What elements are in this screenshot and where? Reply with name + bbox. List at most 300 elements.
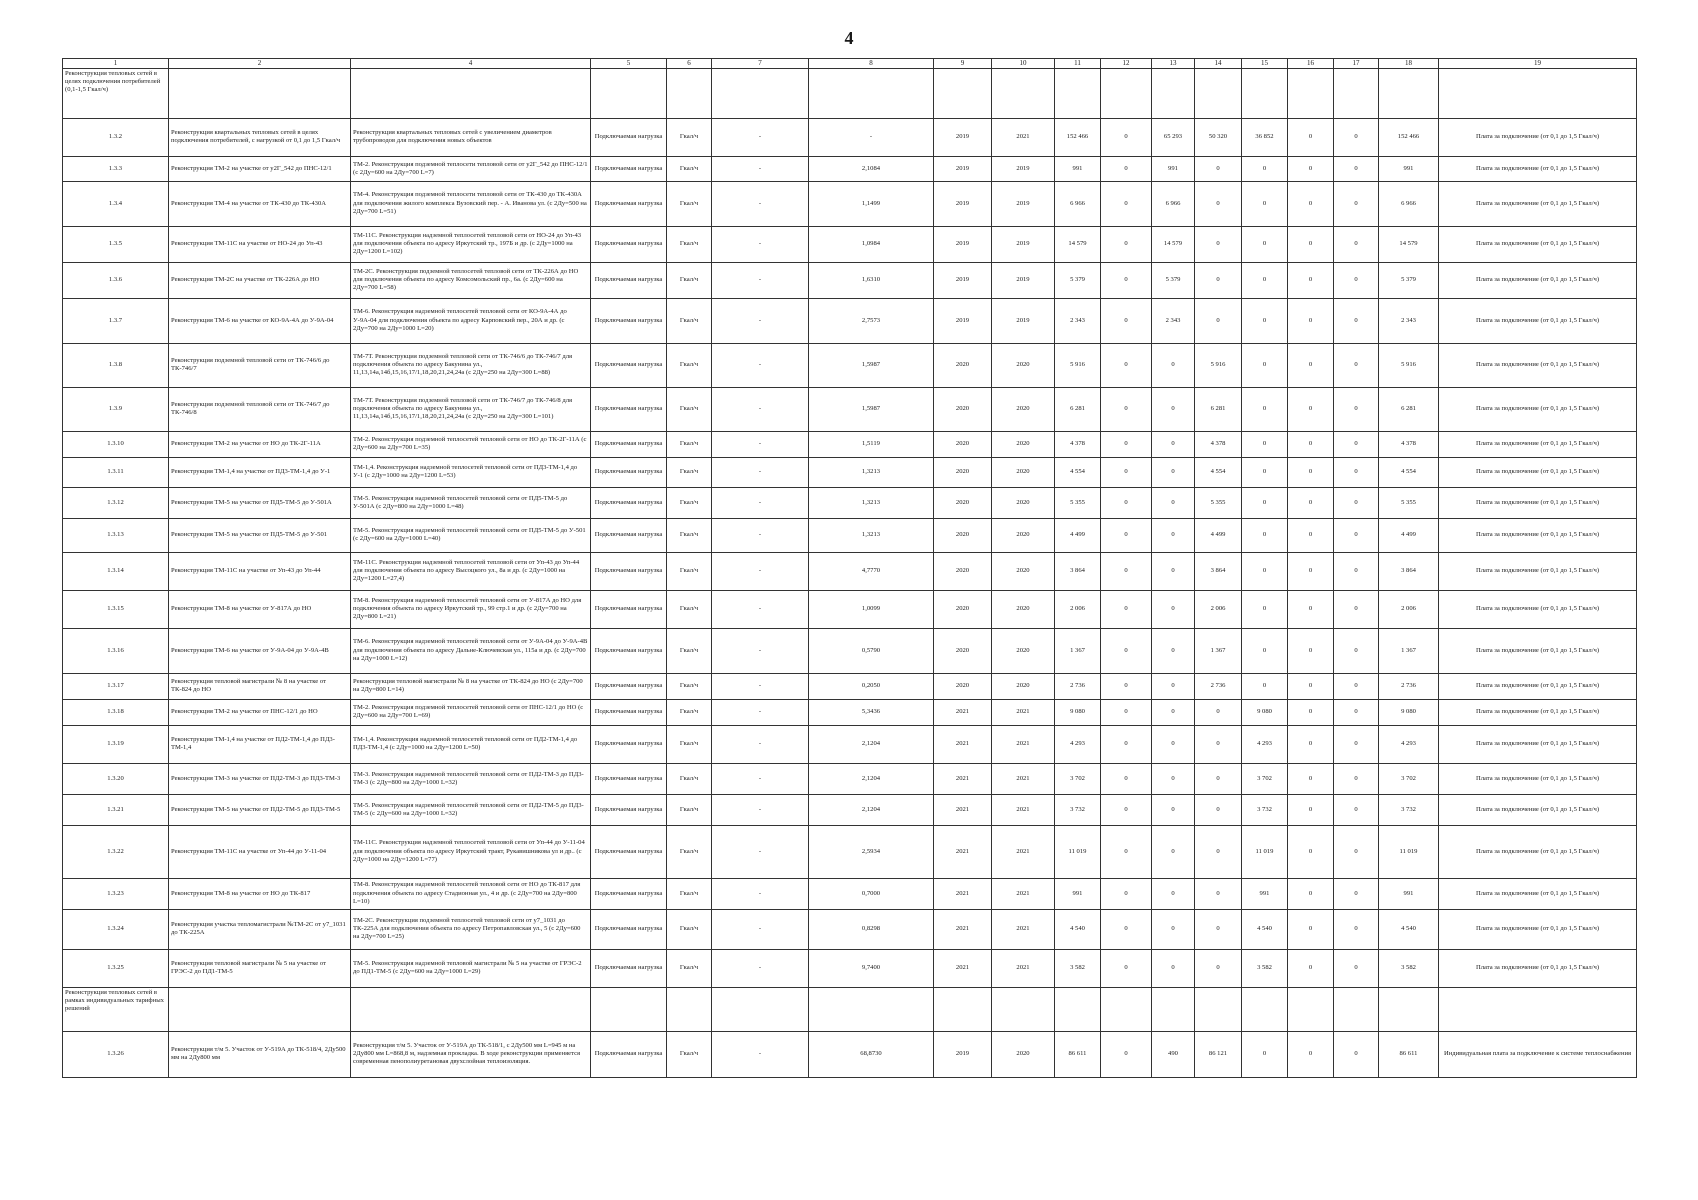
table-row [63,825,1637,878]
indicator-type: Подключаемая нагрузка [591,262,667,298]
funding-source: Индивидуальная плата за подключение к системе теплоснабжения [1439,1031,1637,1077]
funding-source: Плата за подключение (от 0,1 до 1,5 Гкал/ч) [1439,487,1637,518]
table-row [63,181,1637,226]
table-row [63,431,1637,457]
unit: Гкал/ч [667,387,712,431]
cell-12: 0 [1101,673,1152,699]
cost-2021: 0 [1242,1031,1288,1077]
indicator-type: Подключаемая нагрузка [591,181,667,226]
cell-16: 0 [1288,699,1334,725]
cell-12: 0 [1101,387,1152,431]
cost-2019: 0 [1152,794,1195,825]
row-number: 1.3.20 [63,763,169,794]
funding-source: Плата за подключение (от 0,1 до 1,5 Гкал/ч) [1439,518,1637,552]
total-cost: 14 579 [1055,226,1101,262]
start-year: 2020 [934,552,992,590]
column-number: 13 [1152,59,1195,69]
cell-7: - [712,262,809,298]
page-number: 4 [844,28,854,48]
project-name: Реконструкция т/м 5. Участок от У-519А до ТК-518/4, 2Ду500 мм на 2Ду800 мм [169,1031,351,1077]
row-number: 1.3.21 [63,794,169,825]
table-row [63,794,1637,825]
cost-2020: 4 499 [1195,518,1242,552]
cell-12: 0 [1101,909,1152,949]
table-row [63,725,1637,763]
empty-cell [1195,987,1242,1031]
cell-17: 0 [1334,699,1379,725]
project-name: Реконструкция ТМ-11С на участке от НО-24 до Уп-43 [169,226,351,262]
cost-total: 2 343 [1379,298,1439,343]
cost-total: 2 736 [1379,673,1439,699]
empty-cell [1195,68,1242,118]
cell-7: - [712,628,809,673]
cell-7: - [712,518,809,552]
cost-total: 3 702 [1379,763,1439,794]
cost-2021: 0 [1242,673,1288,699]
cost-2021: 0 [1242,552,1288,590]
cost-2021: 0 [1242,487,1288,518]
project-name: Реконструкция ТМ-2 на участке от ПНС-12/1 до НО [169,699,351,725]
row-number: 1.3.7 [63,298,169,343]
unit: Гкал/ч [667,457,712,487]
indicator-type: Подключаемая нагрузка [591,118,667,156]
cell-7: - [712,298,809,343]
capacity-value: 1,3213 [809,487,934,518]
empty-cell [992,68,1055,118]
capacity-value: 68,8730 [809,1031,934,1077]
empty-cell [1334,68,1379,118]
indicator-type: Подключаемая нагрузка [591,457,667,487]
cell-17: 0 [1334,878,1379,909]
cost-2020: 0 [1195,825,1242,878]
funding-source: Плата за подключение (от 0,1 до 1,5 Гкал/ч) [1439,226,1637,262]
empty-cell [1055,68,1101,118]
cost-total: 5 916 [1379,343,1439,387]
column-number: 14 [1195,59,1242,69]
row-number: 1.3.5 [63,226,169,262]
indicator-type: Подключаемая нагрузка [591,487,667,518]
row-number: 1.3.25 [63,949,169,987]
unit: Гкал/ч [667,699,712,725]
total-cost: 2 006 [1055,590,1101,628]
cell-12: 0 [1101,825,1152,878]
project-name: Реконструкция ТМ-5 на участке от ПД5-ТМ-5 до У-501А [169,487,351,518]
project-description: ТМ-1,4. Реконструкция надземной теплосетей тепловой сети от ПД3-ТМ-1,4 до У-1 (с 2Ду=1000 на 2Ду=1200 L=53) [351,457,591,487]
funding-source: Плата за подключение (от 0,1 до 1,5 Гкал/ч) [1439,181,1637,226]
cell-12: 0 [1101,628,1152,673]
cell-16: 0 [1288,590,1334,628]
empty-cell [1101,987,1152,1031]
cost-2021: 0 [1242,262,1288,298]
project-description: ТМ-5. Реконструкция надземной теплосетей тепловой сети от ПД5-ТМ-5 до У-501 (с 2Ду=600 на 2Ду=1000 L=40) [351,518,591,552]
row-number: 1.3.8 [63,343,169,387]
row-number: 1.3.17 [63,673,169,699]
project-description: ТМ-7Т. Реконструкция подземной тепловой сети от ТК-746/6 до ТК-746/7 для подключения объекта по адресу Бакунина ул., 11,13,14а,14б,15,16,17/1,18,20,21,24,24а (с 2Ду=250 на 2Ду=300 L=88) [351,343,591,387]
project-description: ТМ-2. Реконструкция подземной теплосети тепловой сети от у2Г_542 до ПНС-12/1 (с 2Ду=600 на 2Ду=700 L=7) [351,156,591,181]
cost-total: 3 582 [1379,949,1439,987]
cost-2019: 0 [1152,552,1195,590]
cost-2020: 0 [1195,262,1242,298]
empty-cell [712,987,809,1031]
cell-12: 0 [1101,118,1152,156]
row-number: 1.3.9 [63,387,169,431]
cell-17: 0 [1334,431,1379,457]
cost-2020: 0 [1195,794,1242,825]
unit: Гкал/ч [667,1031,712,1077]
project-name: Реконструкция ТМ-3 на участке от ПД2-ТМ-3 до ПД3-ТМ-3 [169,763,351,794]
empty-cell [591,68,667,118]
end-year: 2020 [992,487,1055,518]
total-cost: 2 736 [1055,673,1101,699]
cost-2019: 5 379 [1152,262,1195,298]
table-row [63,763,1637,794]
cell-12: 0 [1101,262,1152,298]
indicator-type: Подключаемая нагрузка [591,763,667,794]
table-row [63,262,1637,298]
cell-16: 0 [1288,298,1334,343]
cost-2019: 0 [1152,725,1195,763]
start-year: 2020 [934,487,992,518]
end-year: 2019 [992,262,1055,298]
indicator-type: Подключаемая нагрузка [591,387,667,431]
section-header-row [63,987,1637,1031]
cost-2021: 4 293 [1242,725,1288,763]
cell-17: 0 [1334,794,1379,825]
cost-total: 9 080 [1379,699,1439,725]
capacity-value: 1,0099 [809,590,934,628]
start-year: 2021 [934,763,992,794]
indicator-type: Подключаемая нагрузка [591,673,667,699]
end-year: 2019 [992,298,1055,343]
cell-12: 0 [1101,181,1152,226]
end-year: 2020 [992,1031,1055,1077]
project-description: ТМ-3. Реконструкция надземной теплосетей тепловой сети от ПД2-ТМ-3 до ПД3-ТМ-3 (с 2Ду=800 на 2Ду=1000 L=32) [351,763,591,794]
indicator-type: Подключаемая нагрузка [591,909,667,949]
capacity-value: 1,5119 [809,431,934,457]
column-number: 7 [712,59,809,69]
start-year: 2021 [934,949,992,987]
project-description: ТМ-5. Реконструкция надземной теплосетей тепловой сети от ПД5-ТМ-5 до У-501А (с 2Ду=800 на 2Ду=1000 L=48) [351,487,591,518]
empty-cell [992,987,1055,1031]
project-name: Реконструкция ТМ-1,4 на участке от ПД3-ТМ-1,4 до У-1 [169,457,351,487]
row-number: 1.3.2 [63,118,169,156]
end-year: 2021 [992,763,1055,794]
funding-source: Плата за подключение (от 0,1 до 1,5 Гкал/ч) [1439,725,1637,763]
cost-2021: 11 019 [1242,825,1288,878]
cost-2021: 3 582 [1242,949,1288,987]
cell-12: 0 [1101,552,1152,590]
capacity-value: 4,7770 [809,552,934,590]
cost-2020: 0 [1195,909,1242,949]
cost-2020: 0 [1195,878,1242,909]
end-year: 2020 [992,343,1055,387]
cost-2020: 2 006 [1195,590,1242,628]
cell-12: 0 [1101,298,1152,343]
unit: Гкал/ч [667,181,712,226]
cost-2019: 991 [1152,156,1195,181]
cell-12: 0 [1101,699,1152,725]
cell-17: 0 [1334,590,1379,628]
project-description: ТМ-2С. Реконструкция подземной теплосетей тепловой сети от ТК-226А до НО для подключения объекта по адресу Комсомольский пр., 6а. (с 2Ду=600 на 2Ду=700 L=58) [351,262,591,298]
cost-total: 991 [1379,878,1439,909]
column-number: 19 [1439,59,1637,69]
unit: Гкал/ч [667,909,712,949]
end-year: 2020 [992,552,1055,590]
cell-12: 0 [1101,763,1152,794]
capacity-value: 9,7400 [809,949,934,987]
cost-2019: 490 [1152,1031,1195,1077]
capacity-value: 1,3213 [809,457,934,487]
cost-2020: 0 [1195,949,1242,987]
empty-cell [1101,68,1152,118]
cell-17: 0 [1334,343,1379,387]
cost-2021: 0 [1242,431,1288,457]
start-year: 2019 [934,118,992,156]
capacity-value: 2,1204 [809,763,934,794]
empty-cell [1379,987,1439,1031]
end-year: 2019 [992,156,1055,181]
indicator-type: Подключаемая нагрузка [591,628,667,673]
cell-7: - [712,457,809,487]
cell-16: 0 [1288,262,1334,298]
cost-2019: 0 [1152,909,1195,949]
indicator-type: Подключаемая нагрузка [591,590,667,628]
cost-2019: 2 343 [1152,298,1195,343]
unit: Гкал/ч [667,487,712,518]
cost-2021: 3 732 [1242,794,1288,825]
indicator-type: Подключаемая нагрузка [591,794,667,825]
cost-total: 4 293 [1379,725,1439,763]
project-name: Реконструкция ТМ-11С на участке от Уп-43 до Уп-44 [169,552,351,590]
cost-total: 3 732 [1379,794,1439,825]
total-cost: 5 379 [1055,262,1101,298]
project-name: Реконструкция ТМ-5 на участке от ПД2-ТМ-5 до ПД3-ТМ-5 [169,794,351,825]
table-row [63,949,1637,987]
empty-cell [712,68,809,118]
start-year: 2020 [934,387,992,431]
project-name: Реконструкция ТМ-8 на участке от У-817А до НО [169,590,351,628]
cost-total: 4 378 [1379,431,1439,457]
table-row [63,298,1637,343]
row-number: 1.3.14 [63,552,169,590]
cell-7: - [712,487,809,518]
cost-2020: 0 [1195,725,1242,763]
project-description: ТМ-5. Реконструкция надземной тепловой магистрали № 5 на участке от ГРЭС-2 до ПД1-ТМ-5 (с 2Ду=600 на 2Ду=1000 L=29) [351,949,591,987]
cell-16: 0 [1288,487,1334,518]
cost-total: 11 019 [1379,825,1439,878]
funding-source: Плата за подключение (от 0,1 до 1,5 Гкал/ч) [1439,628,1637,673]
total-cost: 5 916 [1055,343,1101,387]
cell-16: 0 [1288,825,1334,878]
column-number: 15 [1242,59,1288,69]
capacity-value: 1,3213 [809,518,934,552]
funding-source: Плата за подключение (от 0,1 до 1,5 Гкал/ч) [1439,457,1637,487]
capacity-value: 2,7573 [809,298,934,343]
total-cost: 3 582 [1055,949,1101,987]
unit: Гкал/ч [667,156,712,181]
cost-2020: 50 320 [1195,118,1242,156]
cell-17: 0 [1334,298,1379,343]
cost-total: 14 579 [1379,226,1439,262]
cell-12: 0 [1101,725,1152,763]
project-description: ТМ-8. Реконструкция надземной теплосетей тепловой сети от У-817А до НО для подключения объекта по адресу Иркутский тр., 99 стр.1 и др. (с 2Ду=700 на 2Ду=800 L=21) [351,590,591,628]
unit: Гкал/ч [667,431,712,457]
cell-12: 0 [1101,343,1152,387]
unit: Гкал/ч [667,590,712,628]
unit: Гкал/ч [667,628,712,673]
column-number: 8 [809,59,934,69]
table-row [63,878,1637,909]
funding-source: Плата за подключение (от 0,1 до 1,5 Гкал/ч) [1439,878,1637,909]
capacity-value: 0,8298 [809,909,934,949]
cost-total: 2 006 [1379,590,1439,628]
cell-12: 0 [1101,794,1152,825]
start-year: 2019 [934,298,992,343]
unit: Гкал/ч [667,262,712,298]
cell-12: 0 [1101,226,1152,262]
cell-7: - [712,825,809,878]
cost-2019: 0 [1152,673,1195,699]
project-name: Реконструкция ТМ-1,4 на участке от ПД2-ТМ-1,4 до ПД3-ТМ-1,4 [169,725,351,763]
table-row [63,628,1637,673]
capacity-value: 0,5790 [809,628,934,673]
cost-2020: 0 [1195,181,1242,226]
row-number: 1.3.18 [63,699,169,725]
project-name: Реконструкция квартальных тепловых сетей в целях подключения потребителей, с нагрузкой от 0,1 до 1,5 Гкал/ч [169,118,351,156]
cost-2020: 0 [1195,699,1242,725]
table-row [63,343,1637,387]
cost-2021: 36 852 [1242,118,1288,156]
column-number: 11 [1055,59,1101,69]
total-cost: 991 [1055,156,1101,181]
cell-17: 0 [1334,763,1379,794]
cost-total: 991 [1379,156,1439,181]
end-year: 2021 [992,699,1055,725]
cost-total: 1 367 [1379,628,1439,673]
cell-16: 0 [1288,878,1334,909]
table-row [63,552,1637,590]
project-name: Реконструкция подземной тепловой сети от ТК-746/6 до ТК-746/7 [169,343,351,387]
start-year: 2020 [934,457,992,487]
cost-2019: 6 966 [1152,181,1195,226]
project-name: Реконструкция ТМ-11С на участке от Уп-44 до У-11-04 [169,825,351,878]
total-cost: 6 966 [1055,181,1101,226]
project-description: Реконструкция квартальных тепловых сетей с увеличением диаметров трубопроводов для подключения новых объектов [351,118,591,156]
unit: Гкал/ч [667,298,712,343]
table-row [63,590,1637,628]
cost-2021: 3 702 [1242,763,1288,794]
cost-2021: 0 [1242,457,1288,487]
start-year: 2021 [934,794,992,825]
cell-12: 0 [1101,457,1152,487]
project-description: ТМ-11С. Реконструкция надземной теплосетей тепловой сети от НО-24 до Уп-43 для подключения объекта по адресу Иркутский тр., 197Б и др. (с 2Ду=1000 на 2Ду=1200 L=102) [351,226,591,262]
cost-2020: 0 [1195,226,1242,262]
total-cost: 4 378 [1055,431,1101,457]
funding-source: Плата за подключение (от 0,1 до 1,5 Гкал/ч) [1439,156,1637,181]
start-year: 2019 [934,1031,992,1077]
cost-2021: 4 540 [1242,909,1288,949]
column-number: 1 [63,59,169,69]
project-name: Реконструкция тепловой магистрали № 5 на участке от ГРЭС-2 до ПД1-ТМ-5 [169,949,351,987]
cell-7: - [712,118,809,156]
start-year: 2021 [934,725,992,763]
cell-7: - [712,590,809,628]
unit: Гкал/ч [667,226,712,262]
cell-17: 0 [1334,1031,1379,1077]
empty-cell [934,68,992,118]
cell-16: 0 [1288,457,1334,487]
empty-cell [1439,987,1637,1031]
cell-7: - [712,878,809,909]
cell-7: - [712,725,809,763]
section-title: Реконструкция тепловых сетей в рамках индивидуальных тарифных решений [63,987,169,1031]
capacity-value: 2,1204 [809,794,934,825]
cost-total: 6 966 [1379,181,1439,226]
funding-source: Плата за подключение (от 0,1 до 1,5 Гкал/ч) [1439,673,1637,699]
empty-cell [809,987,934,1031]
project-name: Реконструкция участка тепломагистрали №ТМ-2С от у7_1031 до ТК-225А [169,909,351,949]
row-number: 1.3.23 [63,878,169,909]
total-cost: 86 611 [1055,1031,1101,1077]
row-number: 1.3.6 [63,262,169,298]
total-cost: 6 281 [1055,387,1101,431]
cost-2019: 0 [1152,825,1195,878]
cell-16: 0 [1288,118,1334,156]
cost-2021: 0 [1242,181,1288,226]
project-name: Реконструкция ТМ-2 на участке от у2Г_542 до ПНС-12/1 [169,156,351,181]
cell-17: 0 [1334,628,1379,673]
capacity-value: 1,6310 [809,262,934,298]
cost-total: 4 554 [1379,457,1439,487]
cell-16: 0 [1288,518,1334,552]
total-cost: 4 499 [1055,518,1101,552]
cell-16: 0 [1288,181,1334,226]
cost-2019: 0 [1152,487,1195,518]
cell-16: 0 [1288,156,1334,181]
end-year: 2019 [992,226,1055,262]
empty-cell [934,987,992,1031]
funding-source: Плата за подключение (от 0,1 до 1,5 Гкал/ч) [1439,699,1637,725]
capacity-value: 1,1499 [809,181,934,226]
total-cost: 3 702 [1055,763,1101,794]
end-year: 2021 [992,794,1055,825]
start-year: 2021 [934,699,992,725]
project-description: Реконструкция т/м 5. Участок от У-519А до ТК-518/1, с 2Ду500 мм L=945 м на 2Ду800 мм L=868,8 м, надземная прокладка. В ходе реконструкции применяется современная пенополиуретановая двухслойная теплоизоляция. [351,1031,591,1077]
empty-cell [351,68,591,118]
cost-2020: 0 [1195,298,1242,343]
cell-17: 0 [1334,552,1379,590]
cell-17: 0 [1334,725,1379,763]
cost-total: 5 355 [1379,487,1439,518]
cell-17: 0 [1334,518,1379,552]
cost-2019: 0 [1152,431,1195,457]
end-year: 2020 [992,518,1055,552]
end-year: 2020 [992,673,1055,699]
cell-7: - [712,156,809,181]
cost-2021: 0 [1242,226,1288,262]
empty-cell [1055,987,1101,1031]
cell-12: 0 [1101,1031,1152,1077]
capacity-value: 1,0984 [809,226,934,262]
cost-2020: 1 367 [1195,628,1242,673]
column-number: 9 [934,59,992,69]
unit: Гкал/ч [667,343,712,387]
indicator-type: Подключаемая нагрузка [591,949,667,987]
indicator-type: Подключаемая нагрузка [591,552,667,590]
table-row [63,387,1637,431]
total-cost: 4 293 [1055,725,1101,763]
funding-source: Плата за подключение (от 0,1 до 1,5 Гкал/ч) [1439,431,1637,457]
